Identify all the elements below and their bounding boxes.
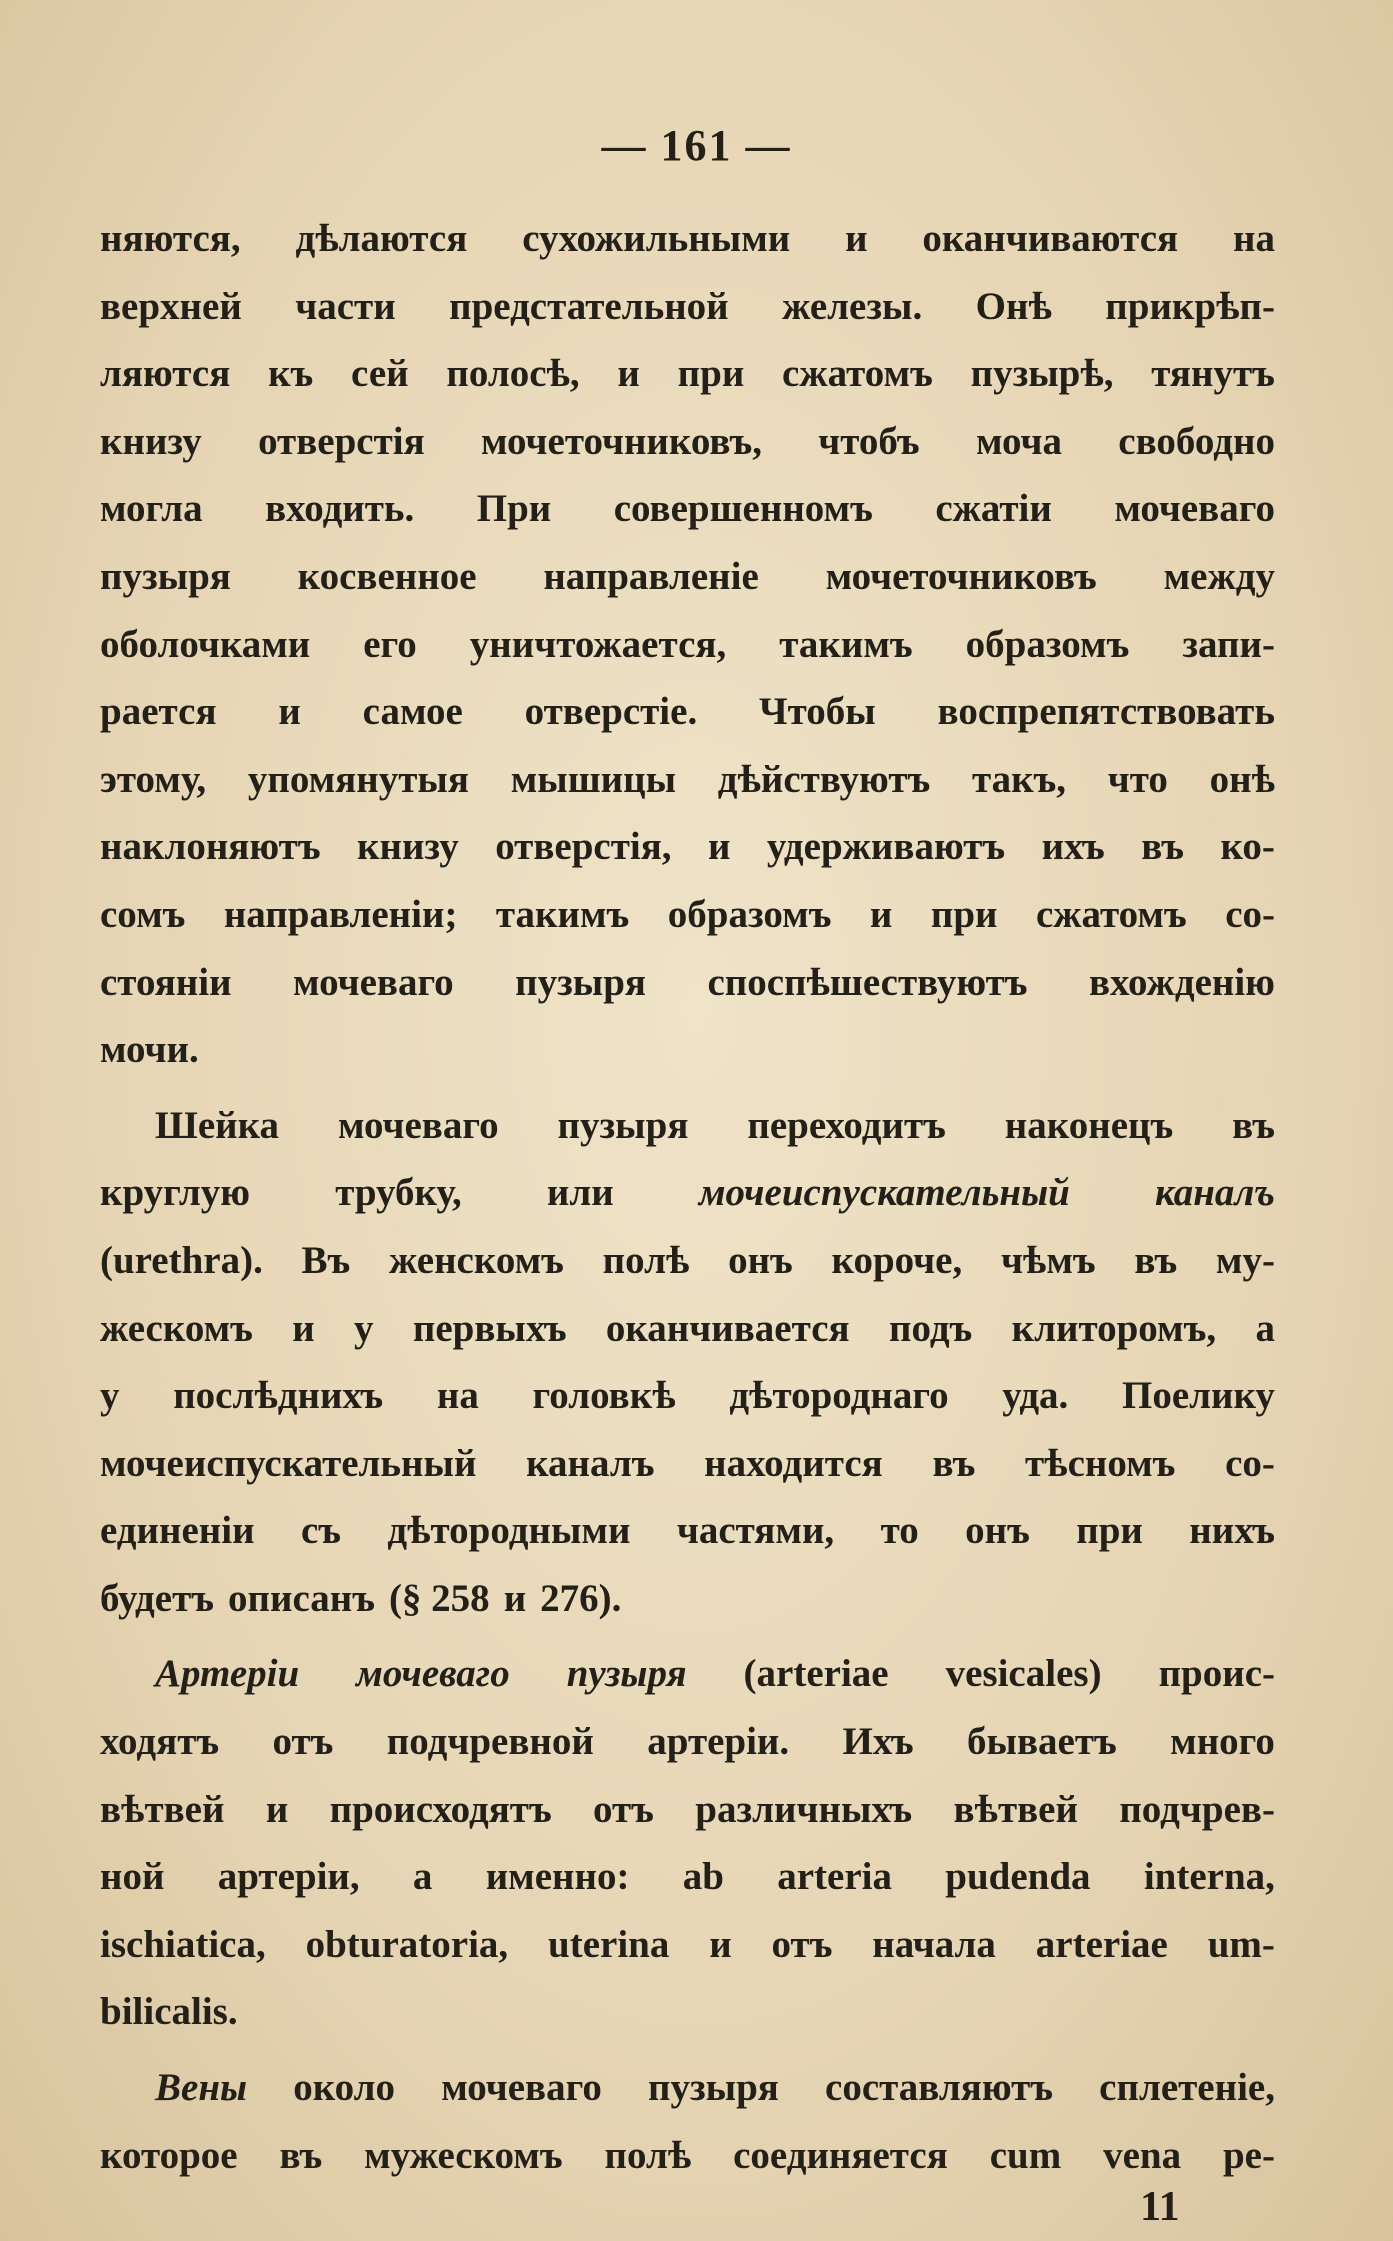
word: со- [1225, 892, 1275, 936]
word: верхней [100, 284, 242, 328]
word: переходитъ [747, 1103, 946, 1147]
word: прикрѣп- [1105, 284, 1275, 328]
word: частями, [676, 1509, 835, 1553]
word: ляются [100, 352, 231, 396]
word: мочеваго [356, 1652, 510, 1696]
word: на [436, 1374, 479, 1418]
word: пузыря [100, 554, 231, 598]
word: pudenda [945, 1855, 1091, 1899]
text-line [100, 2122, 1275, 2190]
word: при [930, 892, 998, 936]
word: (arteriae [743, 1652, 889, 1696]
word: vesicales) [945, 1652, 1102, 1696]
word: оболочками [100, 622, 311, 666]
word: у [100, 1374, 120, 1418]
word: клиторомъ, [1011, 1306, 1217, 1350]
word: отверстіе. [524, 690, 698, 734]
word: cum [989, 2133, 1062, 2177]
word: отверстія, [495, 825, 672, 869]
word: отъ [771, 1922, 833, 1966]
word: сжатіи [935, 487, 1052, 531]
paragraph-gap [100, 1084, 1275, 1092]
word: соединяется [733, 2133, 948, 2177]
word: съ [300, 1509, 342, 1553]
word: мышицы [510, 757, 677, 801]
word: образомъ [667, 892, 832, 936]
word: что [1107, 757, 1168, 801]
text-line [100, 543, 1275, 611]
word: между [1163, 554, 1275, 598]
word: круглую [100, 1171, 251, 1215]
text-line [100, 1159, 1275, 1227]
word: составляютъ [825, 2066, 1054, 2110]
word: самое [362, 690, 463, 734]
word: бываетъ [967, 1720, 1117, 1764]
word: моча [975, 419, 1062, 463]
word: пузыря [566, 1652, 687, 1696]
word: сомъ [100, 892, 186, 936]
word: различныхъ [695, 1787, 913, 1831]
word: запи- [1182, 622, 1275, 666]
word: артеріи, [217, 1855, 360, 1899]
word: подчревной [386, 1720, 594, 1764]
word: pe- [1222, 2133, 1275, 2177]
word: въ [1134, 1238, 1178, 1282]
text-line [100, 1497, 1275, 1565]
word: въ [1232, 1103, 1275, 1147]
word: (urethra). [100, 1238, 263, 1282]
word: происходятъ [329, 1787, 552, 1831]
text-line [100, 1708, 1275, 1776]
word: arteriae [1035, 1922, 1168, 1966]
word: uterina [548, 1922, 670, 1966]
word: удерживаютъ [766, 825, 1006, 869]
word: ихъ [1041, 825, 1105, 869]
body-text [100, 205, 1275, 2189]
word: мочеваго [293, 960, 454, 1004]
word: мочеваго [337, 1103, 499, 1147]
word: сухожильными [522, 217, 791, 260]
word: Поелику [1122, 1374, 1275, 1418]
word: оканчивается [605, 1306, 850, 1350]
word: Вены [155, 2066, 248, 2110]
word: дѣйствуютъ [717, 757, 931, 801]
word: отъ [272, 1720, 334, 1764]
word: Шейка [155, 1103, 279, 1147]
text-line [100, 881, 1275, 949]
word: bilicalis. [100, 1990, 238, 2034]
word: полосѣ, [446, 352, 580, 396]
word: онъ [728, 1238, 793, 1282]
word: артеріи. [647, 1720, 790, 1764]
word: уничтожается, [469, 622, 727, 666]
word: дѣлаются [295, 217, 468, 260]
text-line [100, 1843, 1275, 1911]
word: каналъ [1154, 1171, 1275, 1215]
word: споспѣшествуютъ [707, 960, 1028, 1004]
word: сплетеніе, [1099, 2066, 1275, 2110]
signature-mark: 11 [1140, 2184, 1180, 2230]
text-line [100, 273, 1275, 341]
word: на [1232, 217, 1275, 260]
text-line [100, 1565, 1275, 1633]
word: могла [100, 487, 203, 531]
word: оканчиваются [922, 217, 1179, 260]
word: женскомъ [389, 1238, 564, 1282]
word: вѣтвей [953, 1787, 1078, 1831]
word: или [546, 1171, 614, 1215]
word: совершенномъ [613, 487, 873, 531]
word: дѣтороднаго [729, 1374, 949, 1418]
word: Артеріи [155, 1652, 300, 1696]
word: и [617, 352, 640, 396]
word: arteria [777, 1855, 892, 1899]
word: и [845, 217, 868, 260]
word: и [278, 690, 301, 734]
text-line [100, 746, 1275, 814]
text-line [100, 611, 1275, 679]
word: (§ 258 [388, 1576, 490, 1620]
word: подъ [888, 1306, 973, 1350]
word: дѣтородными [387, 1509, 631, 1553]
text-line [100, 205, 1275, 273]
word: Въ [301, 1238, 351, 1282]
word: interna, [1143, 1855, 1275, 1899]
text-line [100, 408, 1275, 476]
word: наклоняютъ [100, 825, 321, 869]
word: начала [872, 1922, 996, 1966]
word: мочи. [100, 1028, 199, 1072]
text-line [100, 678, 1275, 746]
word: въ [279, 2133, 323, 2177]
word: которое [100, 2133, 238, 2177]
word: ab [682, 1855, 724, 1899]
word: мочеточниковъ, [480, 419, 762, 463]
word: сей [351, 352, 409, 396]
word: и [707, 825, 731, 869]
paragraph-gap [100, 1632, 1275, 1640]
word: сжатомъ [782, 352, 933, 396]
word: именно: [485, 1855, 630, 1899]
word: то [880, 1509, 919, 1553]
text-line [100, 1295, 1275, 1363]
word: образомъ [965, 622, 1130, 666]
word: каналъ [526, 1441, 655, 1485]
text-line [100, 1430, 1275, 1498]
word: тѣсномъ [1025, 1441, 1176, 1485]
word: единеніи [100, 1509, 255, 1553]
word: и [869, 892, 893, 936]
word: уда. [1002, 1374, 1069, 1418]
word: и [265, 1787, 289, 1831]
word: ischiatica, [100, 1922, 266, 1966]
text-line [100, 1362, 1275, 1430]
word: свободно [1118, 419, 1275, 463]
word: будетъ [100, 1576, 214, 1620]
word: со- [1225, 1441, 1275, 1485]
word: въ [932, 1441, 976, 1485]
text-line [100, 340, 1275, 408]
word: мочеиспускательный [100, 1441, 477, 1485]
word: косвенное [297, 554, 477, 598]
word: воспрепятствовать [937, 690, 1275, 734]
word: много [1170, 1720, 1275, 1764]
word: ходятъ [100, 1720, 220, 1764]
text-line [100, 2054, 1275, 2122]
word: мужескомъ [364, 2133, 563, 2177]
word: нихъ [1189, 1509, 1275, 1553]
word: и [709, 1922, 732, 1966]
word: и [292, 1306, 315, 1350]
word: няются, [100, 217, 241, 260]
word: пузыря [648, 2066, 779, 2110]
word: отверстія [258, 419, 425, 463]
word: obturatoria, [305, 1922, 509, 1966]
word: головкѣ [532, 1374, 676, 1418]
word: мочеиспускательный [698, 1171, 1070, 1215]
word: въ [1141, 825, 1185, 869]
word: пузыря [515, 960, 647, 1004]
paragraph-gap [100, 2046, 1275, 2054]
page-number: — 161 — [601, 121, 792, 170]
word: наконецъ [1004, 1103, 1174, 1147]
word: вѣтвей [100, 1787, 225, 1831]
word: а [412, 1855, 433, 1899]
word: рается [100, 690, 217, 734]
word: трубку, [335, 1171, 462, 1215]
word: упомянутыя [247, 757, 469, 801]
word: книзу [357, 825, 459, 869]
word: Чтобы [759, 690, 876, 734]
word: полѣ [602, 1238, 690, 1282]
word: мочеточниковъ [825, 554, 1097, 598]
word: жескомъ [100, 1306, 253, 1350]
word: къ [268, 352, 314, 396]
word: чѣмъ [1000, 1238, 1096, 1282]
word: онъ [965, 1509, 1030, 1553]
word: предстательной [449, 284, 729, 328]
word: описанъ [228, 1576, 375, 1620]
word: um- [1207, 1922, 1275, 1966]
word: направленіи; [223, 892, 458, 936]
word: стояніи [100, 960, 232, 1004]
word: такимъ [779, 622, 913, 666]
word: при [677, 352, 745, 396]
word: мочеваго [1114, 487, 1275, 531]
text-line [100, 475, 1275, 543]
word: у [354, 1306, 374, 1350]
word: пузыря [557, 1103, 689, 1147]
word: подчрев- [1119, 1787, 1275, 1831]
word: Онѣ [975, 284, 1052, 328]
word: Ихъ [842, 1720, 914, 1764]
word: вхожденію [1088, 960, 1275, 1004]
word: книзу [100, 419, 202, 463]
word: 276). [540, 1576, 622, 1620]
word: vena [1103, 2133, 1182, 2177]
word: а [1255, 1306, 1275, 1350]
word: его [363, 622, 417, 666]
word: короче, [831, 1238, 963, 1282]
word: ной [100, 1855, 165, 1899]
word: пузырѣ, [970, 352, 1114, 396]
word: мочеваго [441, 2066, 602, 2110]
word: такимъ [495, 892, 630, 936]
word: послѣднихъ [173, 1374, 384, 1418]
text-line [100, 1640, 1275, 1708]
word: чтобъ [818, 419, 920, 463]
word: такъ, [971, 757, 1067, 801]
word: части [295, 284, 396, 328]
word: первыхъ [412, 1306, 567, 1350]
word: онѣ [1209, 757, 1275, 801]
text-line [100, 1016, 1275, 1084]
text-line [100, 1911, 1275, 1979]
word: му- [1215, 1238, 1275, 1282]
word: входить. [265, 487, 415, 531]
word: направленіе [543, 554, 759, 598]
text-line [100, 949, 1275, 1017]
word: проис- [1158, 1652, 1275, 1696]
word: около [293, 2066, 396, 2110]
word: ко- [1220, 825, 1275, 869]
word: При [476, 487, 552, 531]
text-line [100, 1776, 1275, 1844]
text-line [100, 813, 1275, 881]
word: и [503, 1576, 527, 1620]
word: этому, [100, 757, 207, 801]
word: сжатомъ [1035, 892, 1187, 936]
word: тянутъ [1151, 352, 1275, 396]
word: отъ [593, 1787, 654, 1831]
text-line [100, 1227, 1275, 1295]
text-line [100, 1978, 1275, 2046]
word: железы. [782, 284, 923, 328]
text-line [100, 1092, 1275, 1160]
word: находится [704, 1441, 883, 1485]
word: при [1076, 1509, 1143, 1553]
word: полѣ [604, 2133, 692, 2177]
